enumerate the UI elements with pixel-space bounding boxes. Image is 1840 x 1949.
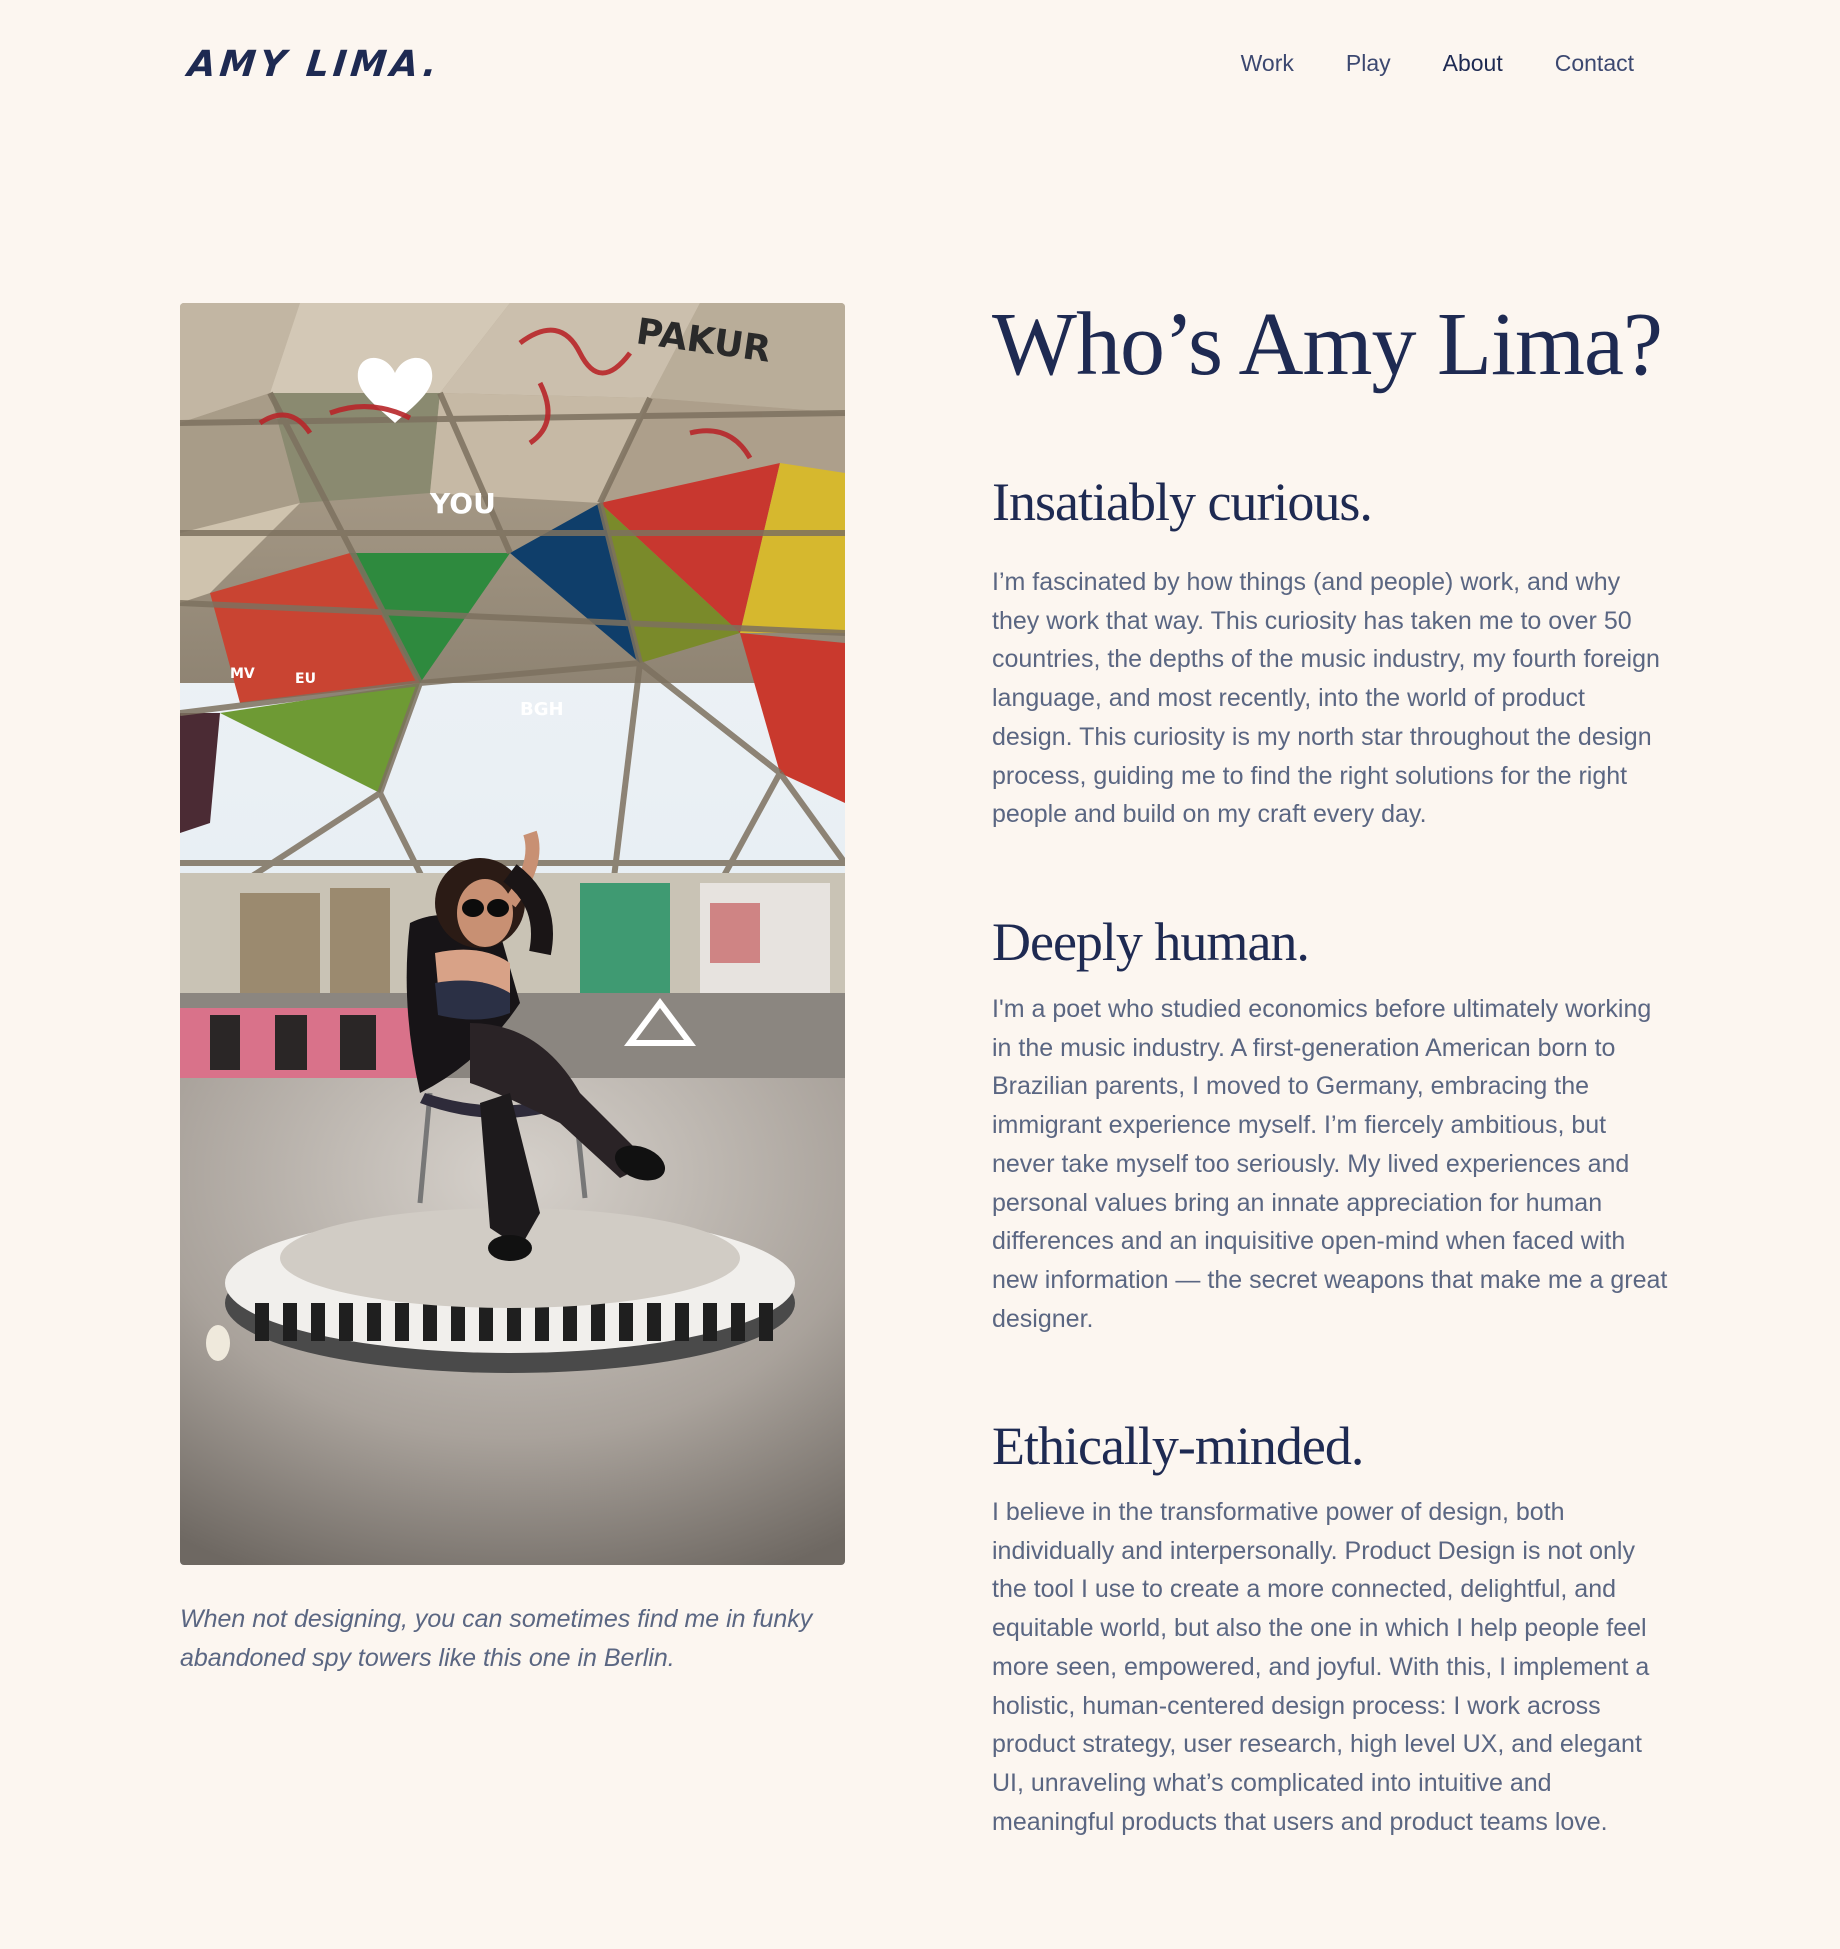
about-content — [992, 290, 1672, 1836]
nav-link-play[interactable]: Play — [1345, 50, 1391, 76]
nav-link-contact[interactable]: Contact — [1554, 50, 1634, 76]
graffiti-text: EU — [295, 671, 316, 687]
section-heading-human: Deeply human. — [992, 912, 1309, 972]
page-title: Who’s Amy Lima? — [992, 295, 1662, 394]
graffiti-text: PAKUR — [633, 311, 774, 371]
section-body-ethical: I believe in the transformative power of design, both individually and interpersonally. Product Design is not only the tool I use to create a more connected, delightful, and equitable world, but also the one in which I help people feel more seen, empowered, and joyful. With this, I implement a holistic, human-centered design process: I work across product strategy, user research, high level UX, and elegant UI, unraveling what’s complicated into intuitive and meaningful products that users and product teams love. — [992, 1498, 1650, 1836]
site-logo[interactable]: AMY LIMA. — [185, 44, 443, 85]
profile-photo — [180, 303, 845, 1565]
site-header — [0, 0, 1840, 140]
graffiti-text: YOU — [430, 487, 496, 520]
section-body-curious: I’m fascinated by how things (and people) work, and why they work that way. This curiosity has taken me to over 50 countries, the depths of the music industry, my fourth foreign language, and most recently, into the world of product design. This curiosity is my north star throughout the design process, guiding me to find the right solutions for the right people and build on my craft every day. — [992, 568, 1660, 829]
section-heading-curious: Insatiably curious. — [992, 472, 1372, 532]
graffiti-text: BGH — [520, 699, 564, 720]
section-heading-ethical: Ethically-minded. — [992, 1416, 1364, 1476]
nav-link-work[interactable]: Work — [1240, 50, 1294, 76]
photo-caption: When not designing, you can sometimes find me in funky abandoned spy towers like this one in Berlin. — [180, 1605, 813, 1672]
section-body-human: I'm a poet who studied economics before ultimately working in the music industry. A first-generation American born to Brazilian parents, I moved to Germany, embracing the immigrant experience myself. I’m fiercely ambitious, but never take myself too seriously. My lived experiences and personal values bring an innate appreciation for human differences and an inquisitive open-mind when faced with new information — the secret weapons that make me a great designer. — [992, 995, 1668, 1333]
nav-link-about[interactable]: About — [1442, 50, 1503, 76]
graffiti-text: MV — [230, 666, 255, 682]
main-nav — [1241, 50, 1634, 77]
